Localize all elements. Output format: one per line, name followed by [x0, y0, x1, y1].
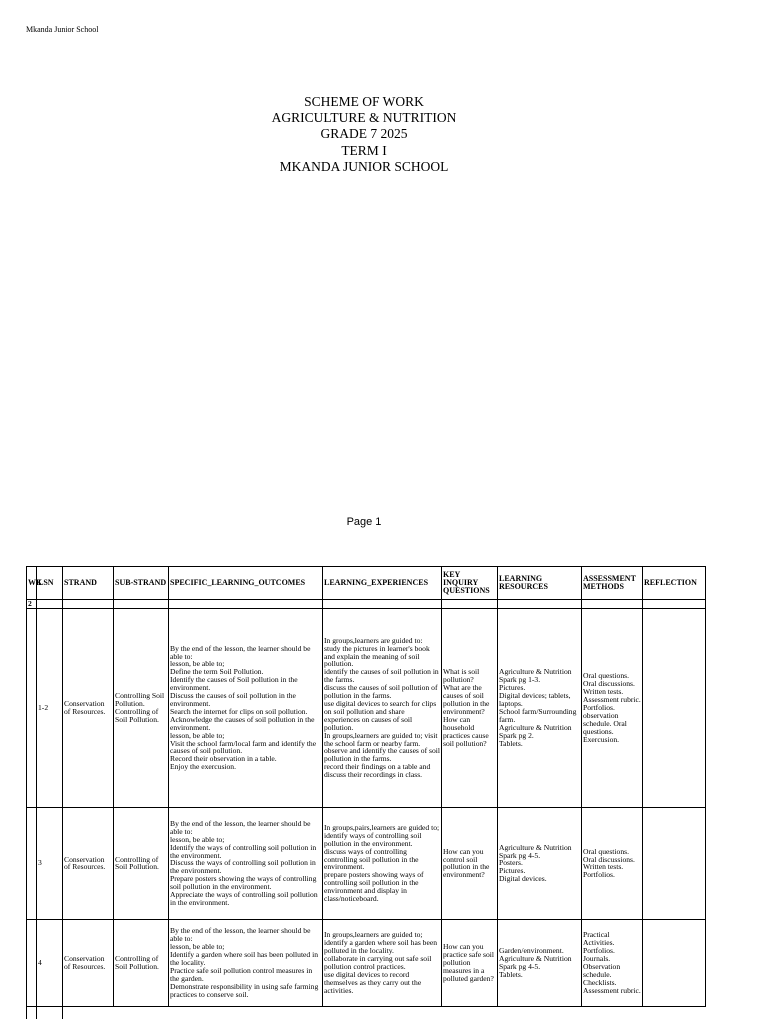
week-cell [27, 807, 37, 919]
header-reflection: REFLECTION [643, 567, 706, 600]
outcomes-cell [169, 807, 323, 919]
assessment-cell [582, 608, 643, 807]
cell-line: use digital devices to record themselves as they carry out the activities. [324, 969, 422, 995]
cell-line: Appreciate the ways of controlling soil pollution in the environment. [170, 890, 318, 907]
header-assessment: ASSESSMENT METHODS [582, 567, 643, 600]
cell-line: Assessment rubric. [583, 985, 641, 995]
cell-line: Enjoy the exercusion. [170, 762, 237, 772]
cell-line: Digital devices. [499, 874, 547, 884]
cell-line: Assessment rubric. [583, 695, 641, 705]
cell-line: How can you practice safe soil pollution measures in a polluted garden? [443, 942, 495, 983]
cell-line: Oral discussions. [583, 679, 635, 689]
cell-line: Digital devices; tablets, laptops. [499, 691, 571, 708]
title-line-school: MKANDA JUNIOR SCHOOL [279, 158, 449, 174]
cell-line: Written tests. [583, 862, 624, 872]
cell-line: Agriculture & Nutrition Spark pg 1-3. [499, 667, 572, 685]
header-wk: WK [27, 567, 37, 600]
cell-line: Identify the causes of Soil pollution in the environment. [170, 675, 298, 693]
cell-line: identify ways of controlling soil pollution in the environment. [324, 830, 422, 848]
cell-line: In groups,learners are guided to: study the pictures in learner's book and explain the meaning of soil pollution. [324, 635, 430, 669]
resources-cell [498, 608, 582, 807]
school-header: Mkanda Junior School [26, 25, 99, 34]
sub-strand-cell: Controlling of Soil Pollution. [114, 807, 169, 919]
table-row [27, 807, 706, 919]
cell-line: use digital devices to search for clips on soil pollution and share experiences on causes of soil pollution. [324, 699, 437, 732]
cell-line: discuss ways of controlling controlling soil pollution in the environment. [324, 846, 419, 872]
reflection-cell [643, 608, 706, 807]
cell-line: lesson, be able to; [170, 942, 225, 952]
lsn-cell: 3 [37, 807, 63, 919]
cell-line: identify the causes of soil pollution in the farms. [324, 667, 439, 685]
cell-line: Journals. [583, 954, 611, 963]
cell-line: Exercusion. [583, 734, 620, 744]
questions-cell [442, 919, 498, 1006]
cell-line: School farm/Surrounding farm. [499, 706, 577, 724]
table-row [27, 919, 706, 1006]
cell-line: observe and identify the causes of soil pollution in the farms. [324, 746, 440, 764]
cell-line: lesson, be able to; [170, 659, 225, 669]
title-line-grade: GRADE 7 2025 [320, 126, 408, 142]
cell-line: Demonstrate responsibility in using safe farming practices to conserve soil. [170, 981, 319, 999]
table-row-empty [27, 1006, 706, 1019]
cell-line: Prepare posters showing the ways of controlling soil pollution in the environment. [170, 874, 317, 892]
cell-line: In groups,learners are guided to; identify a garden where soil has been polluted in the locality. [324, 930, 438, 956]
questions-cell [442, 807, 498, 919]
cell-line: Identify a garden where soil has been polluted in the locality. [170, 950, 319, 967]
cell-line: lesson, be able to; [170, 730, 225, 740]
title-line-subject: AGRICULTURE & NUTRITION [271, 110, 457, 126]
cell-line: Search the internet for clips on soil pollution. [170, 706, 308, 716]
sub-strand-cell: Controlling of Soil Pollution. [114, 919, 169, 1006]
cell-line: discuss the causes of soil pollution of pollution in the farms. [324, 683, 438, 701]
cell-line: prepare posters showing ways of controlling soil pollution in the environment and display in class/noticeboard. [324, 870, 424, 904]
cell-line: Visit the school farm/local farm and identify the causes of soil pollution. [170, 738, 317, 756]
reflection-cell [643, 919, 706, 1006]
cell-line: Identify the ways of controlling soil pollution in the environment. [170, 842, 317, 860]
cell-line: By the end of the lesson, the learner should be able to: [170, 643, 311, 661]
cell-line: Agriculture & Nutrition Spark pg 4-5. [499, 842, 572, 860]
resources-cell [498, 807, 582, 919]
experiences-cell [323, 807, 442, 919]
cell-line: collaborate in carrying out safe soil pollution control practices. [324, 954, 432, 971]
cell-line: Oral questions. [583, 671, 629, 681]
questions-cell [442, 608, 498, 807]
header-resources: LEARNING RESOURCES [498, 567, 582, 600]
strand-cell: Conservation of Resources. [63, 608, 114, 807]
title-line-scheme: SCHEME OF WORK [304, 94, 424, 109]
cell-line: Discuss the causes of soil pollution in the environment. [170, 691, 296, 708]
outcomes-cell [169, 919, 323, 1006]
outcomes-cell [169, 608, 323, 807]
scheme-table [26, 566, 706, 1019]
header-outcomes: SPECIFIC_LEARNING_OUTCOMES [169, 567, 323, 600]
cell-line: record their findings on a table and discuss their recordings in class. [324, 762, 431, 780]
strand-cell: Conservation of Resources. [63, 807, 114, 919]
page-number: Page 1 [346, 516, 382, 528]
cell-line: By the end of the lesson, the learner should be able to: [170, 818, 311, 836]
header-sub-strand: SUB-STRAND [114, 567, 169, 600]
cell-line: What are the causes of soil pollution in the environment? [443, 683, 490, 716]
cell-line: Discuss the ways of controlling soil pollution in the environment. [170, 858, 316, 876]
cell-line: Record their observation in a table. [170, 754, 277, 764]
header-strand: STRAND [63, 567, 114, 600]
header-experiences: LEARNING_EXPERIENCES [323, 567, 442, 600]
cell-line: Pictures. [499, 866, 526, 876]
lsn-cell: 4 [37, 919, 63, 1006]
cell-line: Acknowledge the causes of soil pollution in the environment. [170, 714, 315, 732]
cell-line: Oral questions. [583, 846, 629, 856]
cell-line: Checklists. [583, 977, 617, 987]
cell-line: How can you control soil pollution in the environment? [443, 846, 490, 880]
week-cell [27, 608, 37, 807]
table-header-row [27, 567, 706, 600]
cell-line: In groups,pairs,learners are guided to; [324, 822, 440, 832]
title-line-term: TERM I [341, 142, 387, 158]
resources-cell [498, 919, 582, 1006]
cell-line: Portfolios. [583, 946, 615, 956]
assessment-cell [582, 807, 643, 919]
week-row [27, 600, 706, 609]
cell-line: Garden/environment. [499, 946, 564, 956]
cell-line: Written tests. [583, 687, 624, 697]
experiences-cell [323, 919, 442, 1006]
cell-line: How can household practices cause soil pollution? [443, 714, 489, 748]
cell-line: What is soil pollution? [443, 667, 480, 685]
cell-line: Agriculture & Nutrition Spark pg 2. [499, 722, 572, 740]
lsn-cell: 1-2 [37, 608, 63, 807]
week-cell [27, 919, 37, 1006]
cell-line: Tablets. [499, 969, 523, 979]
cell-line: In groups,learners are guided to; visit the school farm or nearby farm. [324, 730, 438, 748]
cell-line: lesson, be able to; [170, 834, 225, 844]
table-row [27, 608, 706, 807]
cell-line: observation schedule. Oral questions. [583, 710, 627, 736]
assessment-cell [582, 919, 643, 1006]
cell-line: Portfolios. [583, 870, 615, 880]
header-questions: KEY INQUIRY QUESTIONS [442, 567, 498, 600]
reflection-cell [643, 807, 706, 919]
cell-line: Portfolios. [583, 702, 615, 712]
cell-line: Practical Activities. [583, 930, 615, 948]
header-lsn: LSN [37, 567, 63, 600]
strand-cell: Conservation of Resources. [63, 919, 114, 1006]
cell-line: Define the term Soil Pollution. [170, 667, 264, 677]
cell-line: By the end of the lesson, the learner should be able to: [170, 926, 311, 944]
cell-line: Posters. [499, 858, 523, 868]
experiences-cell [323, 608, 442, 807]
cell-line: Tablets. [499, 738, 523, 748]
cell-line: Oral discussions. [583, 854, 635, 864]
week-number: 2 [27, 600, 37, 609]
cell-line: Practice safe soil pollution control measures in the garden. [170, 965, 313, 983]
sub-strand-cell: Controlling Soil Pollution. Controlling of Soil Pollution. [114, 608, 169, 807]
title-block [0, 94, 728, 175]
cell-line: Pictures. [499, 683, 526, 693]
cell-line: Agriculture & Nutrition Spark pg 4-5. [499, 954, 572, 971]
cell-line: Observation schedule. [583, 961, 621, 979]
